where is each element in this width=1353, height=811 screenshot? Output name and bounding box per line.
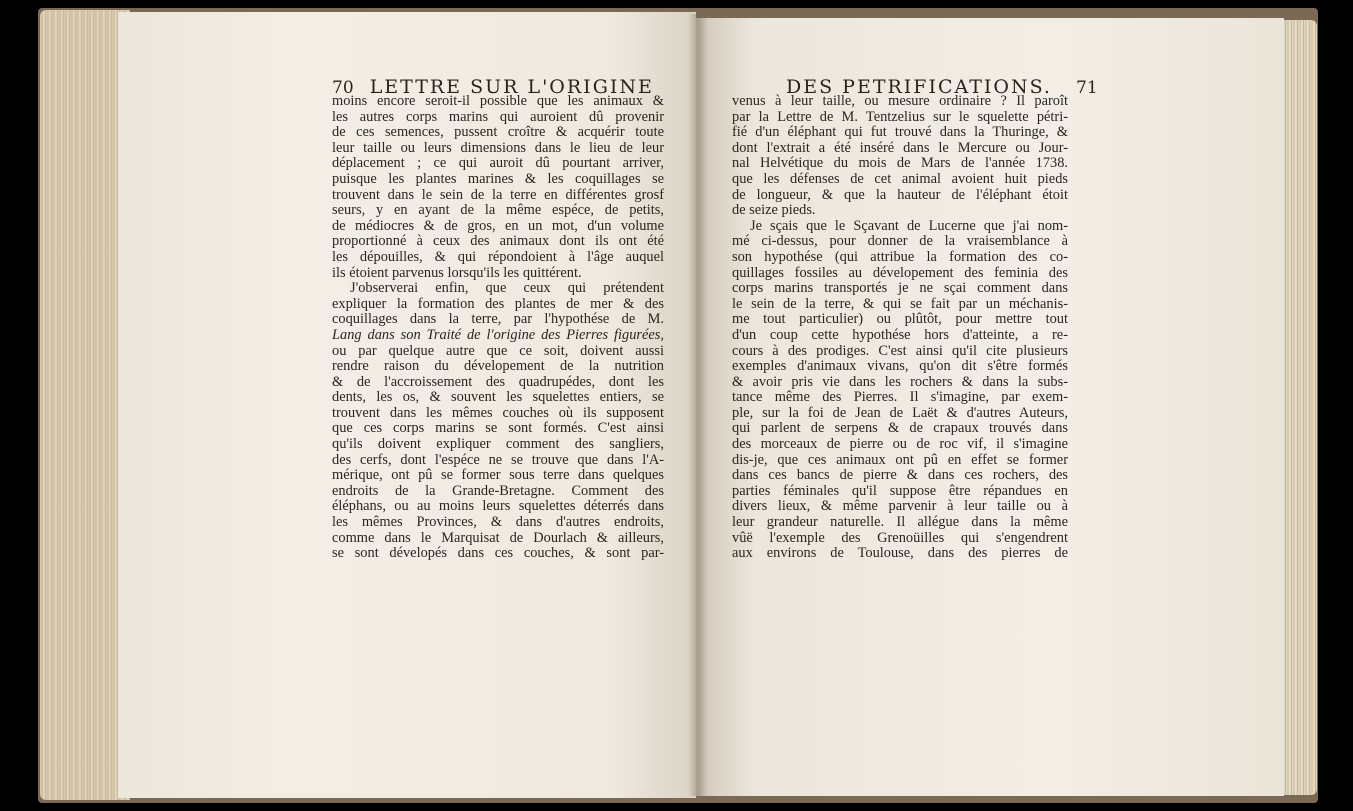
- text-line: puisque les plantes marines & les coquillages se: [332, 171, 664, 187]
- page-edges-left: [40, 10, 130, 800]
- text-line: des morceaux de pierre ou de roc vif, il s'imagine: [732, 437, 1068, 453]
- text-line: expliquer la formation des plantes de mer & des: [332, 296, 664, 312]
- right-running-head: DES PETRIFICATIONS.: [786, 76, 1052, 98]
- text-line: que ces corps marins se sont formés. C'est ainsi: [332, 421, 664, 437]
- book-gutter: [688, 14, 708, 796]
- left-running-head: LETTRE SUR L'ORIGINE: [369, 76, 654, 98]
- text-line: aux environs de Toulouse, dans des pierres de: [732, 546, 1068, 562]
- text-line: trouvent dans les mêmes couches où ils supposent: [332, 405, 664, 421]
- text-line: vûë l'exemple des Grenoüilles qui s'engendrent: [732, 530, 1068, 546]
- text-line: & de l'accroissement des quadrupédes, dont les: [332, 374, 664, 390]
- text-line: son hypothése (qui attribue la formation des co-: [732, 249, 1068, 265]
- right-page-number: 71: [1076, 78, 1098, 98]
- text-line: leur grandeur naturelle. Il allégue dans la même: [732, 515, 1068, 531]
- text-line: seurs, y en ayant de la même espéce, de petits,: [332, 203, 664, 219]
- text-line: le sein de la terre, & qui se fait par un méchanis-: [732, 296, 1068, 312]
- text-line: Lang dans son Traité de l'origine des Pierres figurées,: [332, 327, 664, 343]
- text-line: proportionné à ceux des animaux dont ils ont été: [332, 234, 664, 250]
- text-line: leur taille ou leurs dimensions dans le lieu de leur: [332, 140, 664, 156]
- left-page-text: [332, 94, 664, 562]
- text-line: ils étoient parvenus lorsqu'ils les quittérent.: [332, 265, 582, 281]
- text-line: de médiocres & de gros, en un mot, d'un volume: [332, 218, 664, 234]
- text-line: dont l'extrait a été inséré dans le Mercure ou Jour-: [732, 140, 1068, 156]
- text-line: les autres corps marins qui auroient dû provenir: [332, 109, 664, 125]
- text-line: coquillages dans la terre, par l'hypothése de M.: [332, 312, 664, 328]
- text-line: moins encore seroit-il possible que les animaux &: [332, 94, 664, 109]
- text-line: que les défenses de cet animal avoient huit pieds: [732, 171, 1068, 187]
- text-line: J'observerai enfin, que ceux qui prétendent: [350, 281, 664, 297]
- text-line: comme dans le Marquisat de Dourlach & ailleurs,: [332, 530, 664, 546]
- text-line: quillages fossiles au dévelopement des feminia des: [732, 265, 1068, 281]
- text-line: fié d'un éléphant qui fut trouvé dans la Thuringe, &: [732, 125, 1068, 141]
- text-line: dans ces bancs de pierre & dans ces rochers, des: [732, 468, 1068, 484]
- text-line: venus à leur taille, ou mesure ordinaire ? Il paroît: [732, 94, 1068, 109]
- text-line: rendre raison du dévelopement de la nutrition: [332, 359, 664, 375]
- text-line: exemples d'animaux vivans, qu'on dit s'être formés: [732, 359, 1068, 375]
- text-line: par la Lettre de M. Tentzelius sur le squelette pétri-: [732, 109, 1068, 125]
- text-line: mé ci-dessus, pour donner de la vraisemblance à: [732, 234, 1068, 250]
- right-page-text: [732, 94, 1068, 562]
- text-line: qui parlent de serpens & de crapaux trouvés dans: [732, 421, 1068, 437]
- text-line: ou par quelque autre que ce soit, doivent aussi: [332, 343, 664, 359]
- text-line: mérique, ont pû se former sous terre dans quelques: [332, 468, 664, 484]
- text-line: divers lieux, & même parvenir à leur taille ou à: [732, 499, 1068, 515]
- text-line: endroits de la Grande-Bretagne. Comment des: [332, 483, 664, 499]
- text-line: de ces semences, pussent croître & acquérir toute: [332, 125, 664, 141]
- text-line: trouvent dans le sein de la terre en différentes grosf: [332, 187, 664, 203]
- left-page-number: 70: [332, 78, 354, 98]
- text-line: se sont dévelopés dans ces couches, & sont par-: [332, 546, 664, 562]
- text-line: déplacement ; ce qui auroit dû pourtant arriver,: [332, 156, 664, 172]
- text-line: les dépouilles, & qui répondoient à l'âge auquel: [332, 249, 664, 265]
- text-line: d'un coup cette hypothése hors d'atteinte, a re-: [732, 327, 1068, 343]
- text-line: éléphans, ou au moins leurs squelettes déterrés dans: [332, 499, 664, 515]
- text-line: dents, les os, & souvent les squelettes entiers, se: [332, 390, 664, 406]
- text-line: & avoir pris vie dans les rochers & dans la subs-: [732, 374, 1068, 390]
- text-line: dis-je, que ces animaux ont pû en effet se former: [732, 452, 1068, 468]
- text-line: Je sçais que le Sçavant de Lucerne que j'ai nom-: [750, 218, 1068, 234]
- text-line: nal Helvétique du mois de Mars de l'année 1738.: [732, 156, 1068, 172]
- text-line: corps marins transportés je ne sçai comment dans: [732, 281, 1068, 297]
- text-line: les mêmes Provinces, & dans d'autres endroits,: [332, 515, 664, 531]
- text-line: de seize pieds.: [732, 203, 816, 219]
- text-line: tance même des Pierres. Il s'imagine, par exem-: [732, 390, 1068, 406]
- text-line: des cerfs, dont l'espéce ne se trouve que dans l'A-: [332, 452, 664, 468]
- text-line: parties féminales qu'il suppose être répandues en: [732, 483, 1068, 499]
- text-line: me tout particulier) ou plûtôt, pour mettre tout: [732, 312, 1068, 328]
- text-line: qu'ils doivent expliquer comment des sangliers,: [332, 437, 664, 453]
- text-line: cours à des prodiges. C'est ainsi qu'il cite plusieurs: [732, 343, 1068, 359]
- text-line: ple, sur la foi de Jean de Laët & d'autres Auteurs,: [732, 405, 1068, 421]
- text-line: de longueur, & que la hauteur de l'éléphant étoit: [732, 187, 1068, 203]
